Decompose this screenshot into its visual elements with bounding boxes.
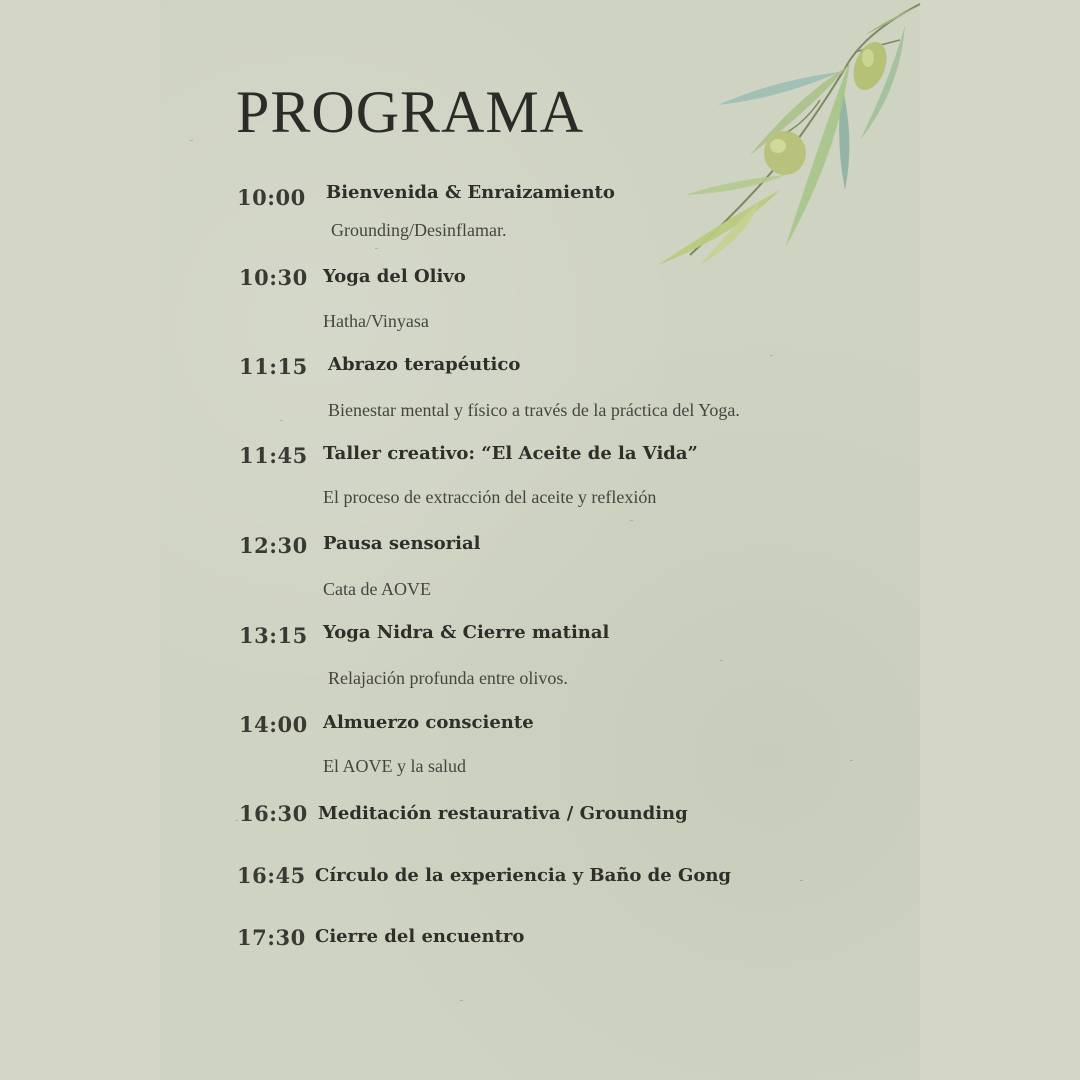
schedule-event: Bienvenida & Enraizamiento — [326, 182, 615, 203]
schedule-description: Relajación profunda entre olivos. — [328, 668, 568, 688]
schedule-description: Bienestar mental y físico a través de la práctica del Yoga. — [328, 400, 740, 420]
schedule-description: Grounding/Desinflamar. — [331, 220, 507, 240]
paper-speck — [235, 820, 238, 821]
schedule-time: 13:15 — [239, 623, 308, 648]
schedule-description: El proceso de extracción del aceite y reflexión — [323, 487, 657, 507]
schedule-time: 16:45 — [237, 863, 306, 888]
schedule-time: 10:30 — [239, 265, 308, 290]
paper-speck — [630, 520, 633, 521]
paper-speck — [850, 760, 853, 761]
schedule-event: Abrazo terapéutico — [328, 354, 521, 375]
paper-speck — [375, 248, 378, 249]
paper-speck — [800, 880, 803, 881]
schedule-event: Almuerzo consciente — [323, 712, 534, 733]
schedule-event: Yoga Nidra & Cierre matinal — [323, 622, 610, 643]
paper-speck — [190, 140, 193, 141]
schedule-event: Taller creativo: “El Aceite de la Vida” — [323, 443, 698, 464]
schedule-event: Círculo de la experiencia y Baño de Gong — [315, 865, 732, 886]
schedule-event: Meditación restaurativa / Grounding — [318, 803, 688, 824]
paper-speck — [770, 355, 773, 356]
schedule-time: 10:00 — [237, 185, 306, 210]
paper-speck — [720, 660, 723, 661]
paper-speck — [280, 420, 283, 421]
schedule-event: Yoga del Olivo — [323, 266, 466, 287]
schedule-description: El AOVE y la salud — [323, 756, 466, 776]
page-title: PROGRAMA — [236, 79, 585, 145]
paper-speck — [460, 1000, 463, 1001]
schedule-event: Cierre del encuentro — [315, 926, 525, 947]
schedule-description: Cata de AOVE — [323, 579, 431, 599]
schedule-time: 16:30 — [239, 801, 308, 826]
schedule-description: Hatha/Vinyasa — [323, 311, 429, 331]
schedule-time: 14:00 — [239, 712, 308, 737]
schedule-time: 17:30 — [237, 925, 306, 950]
schedule-time: 11:15 — [239, 354, 308, 379]
olive-branch-icon — [650, 0, 930, 270]
schedule-time: 11:45 — [239, 443, 308, 468]
schedule-event: Pausa sensorial — [323, 533, 481, 554]
schedule-time: 12:30 — [239, 533, 308, 558]
